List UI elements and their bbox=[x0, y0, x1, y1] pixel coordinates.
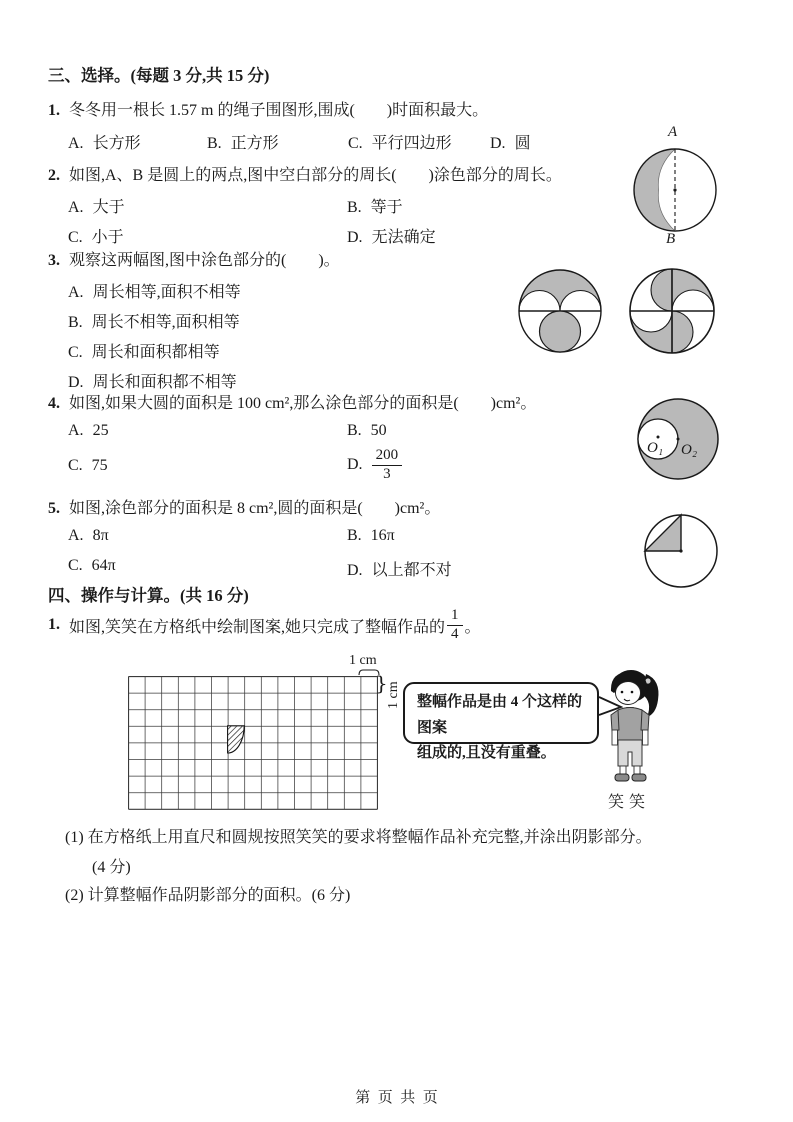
q2-option-a bbox=[68, 194, 125, 217]
page-footer: 第 页 共 页 bbox=[355, 1090, 438, 1106]
q3-option-b bbox=[68, 309, 240, 332]
speech-bubble-line1: 整幅作品是由 4 个这样的图案 bbox=[417, 694, 583, 736]
q5-center-dot bbox=[679, 549, 682, 552]
s4q1-frac-den: 4 bbox=[451, 625, 459, 642]
q3-option-d-text: 周长和面积都不相等 bbox=[92, 374, 237, 391]
q2-option-c-text: 小于 bbox=[91, 229, 124, 246]
q4-text: 如图,如果大圆的面积是 100 cm²,那么涂色部分的面积是( )cm²。 bbox=[69, 395, 537, 412]
q4-option-a-text: 25 bbox=[92, 422, 109, 439]
q5-option-b-label: B. bbox=[347, 527, 362, 544]
q1-option-d-text: 圆 bbox=[514, 135, 531, 152]
q1-text: 冬冬用一根长 1.57 m 的绳子围图形,围成( )时面积最大。 bbox=[69, 102, 489, 119]
q5-option-c-label: C. bbox=[68, 557, 83, 574]
s4q1-sub2: (2) 计算整幅作品阴影部分的面积。(6 分) bbox=[65, 887, 351, 904]
grid-lines bbox=[129, 677, 378, 810]
q1-number: 1. bbox=[48, 102, 60, 119]
q2-line bbox=[48, 162, 562, 185]
q2-number: 2. bbox=[48, 167, 60, 184]
q1-option-d-label: D. bbox=[490, 135, 506, 152]
q3-number: 3. bbox=[48, 252, 60, 269]
q2-label-b: B bbox=[666, 231, 676, 247]
q4-label-o2: O₂ bbox=[681, 442, 698, 458]
q4-option-c-label: C. bbox=[68, 457, 83, 474]
girl-eye-left bbox=[621, 691, 624, 694]
q5-line bbox=[48, 495, 440, 518]
q1-option-a bbox=[68, 130, 141, 153]
q5-option-b bbox=[347, 527, 395, 545]
q5-option-d bbox=[347, 557, 452, 580]
girl-arm-left bbox=[612, 730, 618, 745]
q5-option-b-text: 16π bbox=[370, 527, 395, 544]
q5-option-d-text: 以上都不对 bbox=[371, 562, 452, 579]
q1-option-b-label: B. bbox=[207, 135, 222, 152]
q2-option-b-label: B. bbox=[347, 199, 362, 216]
girl-sleeve-right bbox=[641, 710, 649, 731]
q4-option-b-label: B. bbox=[347, 422, 362, 439]
q3-figures bbox=[505, 266, 725, 358]
s4q1-number: 1. bbox=[48, 616, 60, 634]
grid-paper bbox=[128, 676, 378, 810]
q4-label-o1: O₁ bbox=[647, 440, 664, 456]
girl-shoe-right bbox=[632, 774, 646, 781]
q3-option-a-label: A. bbox=[68, 284, 84, 301]
q1-option-b-text: 正方形 bbox=[230, 135, 279, 152]
q3-option-d bbox=[68, 369, 237, 392]
q4-o2-dot bbox=[677, 438, 680, 441]
q4-o1-dot bbox=[657, 436, 660, 439]
q2-option-b bbox=[347, 194, 403, 217]
q4-option-b-text: 50 bbox=[370, 422, 387, 439]
q3-option-c-text: 周长和面积都相等 bbox=[91, 344, 220, 361]
grid-cell-height-label: 1 cm bbox=[386, 681, 401, 709]
q4-option-b bbox=[347, 422, 387, 440]
q3-option-d-label: D. bbox=[68, 374, 84, 391]
girl-pants bbox=[618, 740, 642, 766]
q2-option-b-text: 等于 bbox=[370, 199, 403, 216]
q4-option-a-label: A. bbox=[68, 422, 84, 439]
q1-option-c-label: C. bbox=[348, 135, 363, 152]
speech-bubble bbox=[403, 682, 599, 761]
section4-heading: 四、操作与计算。(共 16 分) bbox=[48, 586, 249, 605]
q1-option-a-text: 长方形 bbox=[92, 135, 141, 152]
q5-number: 5. bbox=[48, 500, 60, 517]
q4-number: 4. bbox=[48, 395, 60, 412]
speech-bubble-tail bbox=[597, 696, 623, 718]
q5-option-a-label: A. bbox=[68, 527, 84, 544]
q2-label-a: A bbox=[668, 124, 678, 140]
q2-option-c bbox=[68, 224, 124, 247]
q1-option-c-text: 平行四边形 bbox=[371, 135, 452, 152]
s4q1-sub1-score: (4 分) bbox=[92, 859, 131, 876]
cartoon-girl bbox=[602, 660, 670, 788]
q4-option-d-frac-num: 200 bbox=[372, 448, 403, 466]
q5-option-c-text: 64π bbox=[91, 557, 116, 574]
character-name: 笑笑 bbox=[608, 794, 651, 811]
q5-option-c bbox=[68, 557, 116, 575]
q3-option-c-label: C. bbox=[68, 344, 83, 361]
section3-heading: 三、选择。(每题 3 分,共 15 分) bbox=[48, 66, 270, 85]
girl-ankle-left bbox=[620, 766, 626, 774]
q3-option-a bbox=[68, 279, 241, 302]
q3-option-a-text: 周长相等,面积不相等 bbox=[92, 284, 241, 301]
q4-line bbox=[48, 390, 536, 413]
s4q1-sub1: (1) 在方格纸上用直尺和圆规按照笑笑的要求将整幅作品补充完整,并涂出阴影部分。 bbox=[65, 829, 652, 846]
q4-option-a bbox=[68, 422, 109, 440]
q2-option-d bbox=[347, 224, 436, 247]
girl-eye-right bbox=[631, 691, 634, 694]
q2-center-dot bbox=[673, 188, 676, 191]
q3-line bbox=[48, 247, 340, 270]
q5-option-a-text: 8π bbox=[92, 527, 109, 544]
q2-option-d-text: 无法确定 bbox=[371, 229, 436, 246]
q4-option-d-fraction bbox=[372, 448, 403, 483]
q5-option-d-label: D. bbox=[347, 562, 363, 579]
q3-figure-left bbox=[519, 270, 601, 352]
q1-option-c bbox=[348, 130, 452, 153]
q3-option-b-text: 周长不相等,面积相等 bbox=[91, 314, 240, 331]
speech-bubble-line2: 组成的,且没有重叠。 bbox=[417, 745, 556, 761]
drawn-pattern-piece bbox=[228, 726, 245, 753]
q3-text: 观察这两幅图,图中涂色部分的( )。 bbox=[69, 252, 340, 269]
q1-option-b bbox=[207, 130, 279, 153]
q1-option-a-label: A. bbox=[68, 135, 84, 152]
q5-text: 如图,涂色部分的面积是 8 cm²,圆的面积是( )cm²。 bbox=[69, 500, 441, 517]
girl-shoe-left bbox=[615, 774, 629, 781]
q5-option-a bbox=[68, 527, 109, 545]
q4-option-c bbox=[68, 457, 108, 475]
s4q1-fraction bbox=[447, 608, 463, 643]
grid-cell-width-label: 1 cm bbox=[349, 653, 377, 668]
s4q1-line bbox=[48, 608, 481, 643]
girl-arm-right bbox=[643, 730, 649, 745]
q1-option-d bbox=[490, 130, 531, 153]
q4-option-d-label: D. bbox=[347, 455, 363, 473]
q4-option-d-frac-den: 3 bbox=[383, 465, 391, 482]
q2-text: 如图,A、B 是圆上的两点,图中空白部分的周长( )涂色部分的周长。 bbox=[69, 167, 562, 184]
q2-option-a-text: 大于 bbox=[92, 199, 125, 216]
q4-option-c-text: 75 bbox=[91, 457, 108, 474]
q2-option-d-label: D. bbox=[347, 229, 363, 246]
q2-option-a-label: A. bbox=[68, 199, 84, 216]
q3-option-c bbox=[68, 339, 220, 362]
q1-line bbox=[48, 97, 488, 120]
q3-figure-right bbox=[630, 269, 714, 353]
grid-right-brace: } bbox=[375, 671, 388, 695]
q3-option-b-label: B. bbox=[68, 314, 83, 331]
q2-shaded-region bbox=[634, 149, 675, 231]
girl-ankle-right bbox=[634, 766, 640, 774]
s4q1-text-after: 。 bbox=[464, 618, 481, 636]
q5-circle-figure bbox=[643, 513, 721, 591]
q2-option-c-label: C. bbox=[68, 229, 83, 246]
s4q1-frac-num: 1 bbox=[447, 608, 463, 626]
s4q1-text-before: 如图,笑笑在方格纸中绘制图案,她只完成了整幅作品的 bbox=[69, 618, 446, 636]
q4-option-d bbox=[347, 448, 402, 483]
